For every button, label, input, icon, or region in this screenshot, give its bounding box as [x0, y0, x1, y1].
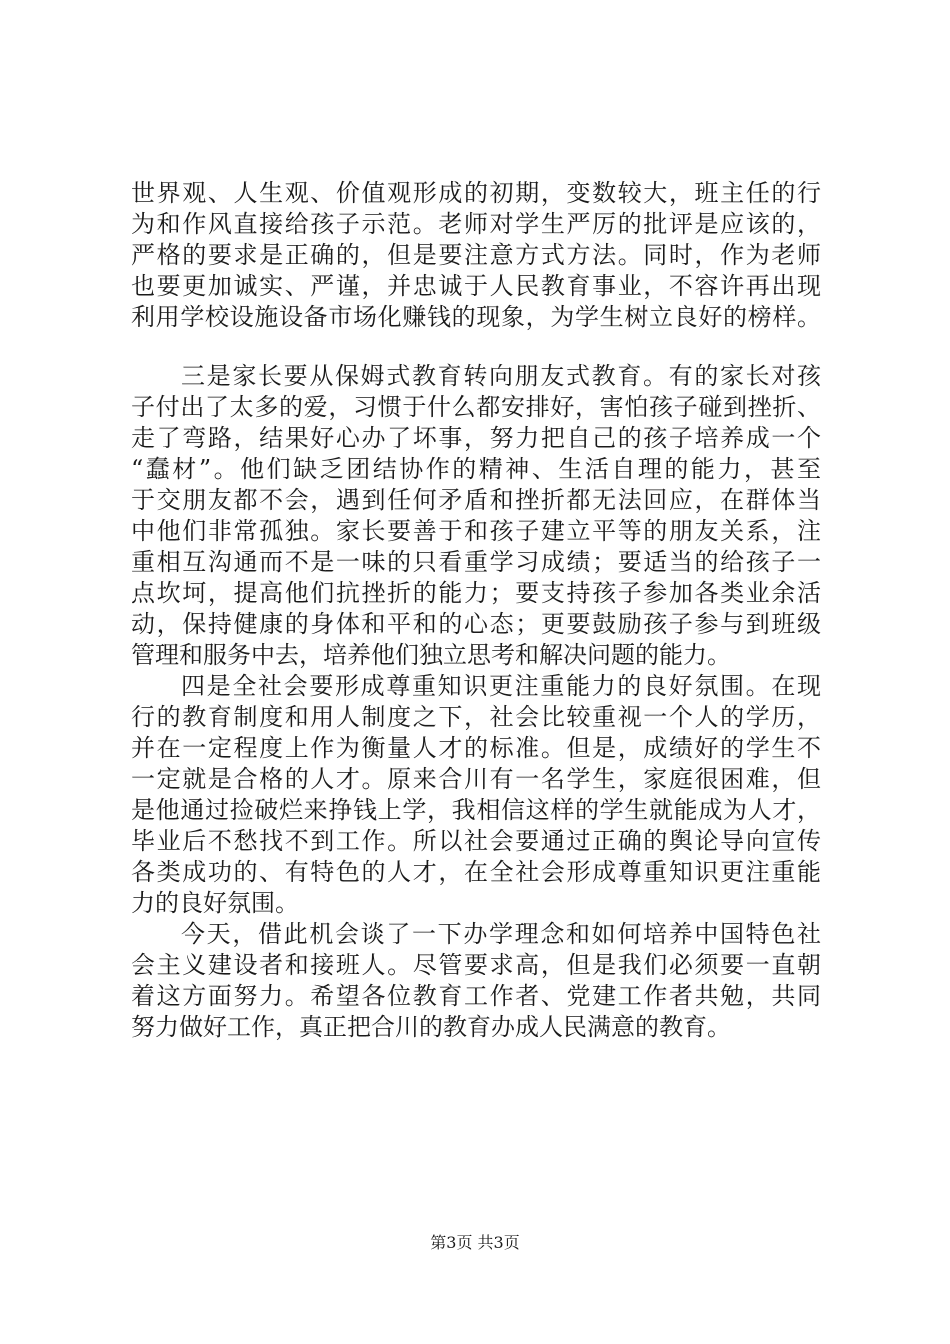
- paragraph-2-line-5: 于交朋友都不会，遇到任何矛盾和挫折都无法回应，在群体当: [131, 486, 821, 514]
- paragraph-1-line-4: 也要更加诚实、严谨，并忠诚于人民教育事业，不容许再出现: [131, 272, 821, 300]
- paragraph-3-line-2: 行的教育制度和用人制度之下，社会比较重视一个人的学历，: [131, 703, 821, 731]
- paragraph-2-line-10: 管理和服务中去，培养他们独立思考和解决问题的能力。: [131, 641, 731, 669]
- paragraph-4-line-4: 努力做好工作，真正把合川的教育办成人民满意的教育。: [131, 1013, 731, 1041]
- paragraph-1-line-2: 为和作风直接给孩子示范。老师对学生严厉的批评是应该的，: [131, 210, 821, 238]
- paragraph-1-line-5: 利用学校设施设备市场化赚钱的现象，为学生树立良好的榜样。: [131, 303, 821, 331]
- paragraph-3-line-8: 力的良好氛围。: [131, 889, 299, 917]
- paragraph-3-line-6: 毕业后不愁找不到工作。所以社会要通过正确的舆论导向宣传: [131, 827, 821, 855]
- paragraph-2-line-7: 重相互沟通而不是一味的只看重学习成绩；要适当的给孩子一: [131, 548, 821, 576]
- paragraph-2-line-2: 子付出了太多的爱，习惯于什么都安排好，害怕孩子碰到挫折、: [131, 393, 821, 421]
- paragraph-2-line-9: 动，保持健康的身体和平和的心态；更要鼓励孩子参与到班级: [131, 610, 821, 638]
- paragraph-3-line-7: 各类成功的、有特色的人才，在全社会形成尊重知识更注重能: [131, 858, 821, 886]
- paragraph-4-line-3: 着这方面努力。希望各位教育工作者、党建工作者共勉，共同: [131, 982, 821, 1010]
- paragraph-2-line-6: 中他们非常孤独。家长要善于和孩子建立平等的朋友关系，注: [131, 517, 821, 545]
- paragraph-4-line-1: 今天，借此机会谈了一下办学理念和如何培养中国特色社: [181, 920, 821, 948]
- paragraph-3-line-1: 四是全社会要形成尊重知识更注重能力的良好氛围。在现: [181, 672, 821, 700]
- page-number-footer: 第3页 共3页: [430, 1233, 520, 1252]
- paragraph-4-line-2: 会主义建设者和接班人。尽管要求高，但是我们必须要一直朝: [131, 951, 821, 979]
- paragraph-1-line-3: 严格的要求是正确的，但是要注意方式方法。同时，作为老师: [131, 241, 821, 269]
- paragraph-2-line-4: “蠢材”。他们缺乏团结协作的精神、生活自理的能力，甚至: [131, 455, 821, 483]
- paragraph-2-line-1: 三是家长要从保姆式教育转向朋友式教育。有的家长对孩: [181, 362, 821, 390]
- paragraph-3-line-5: 是他通过捡破烂来挣钱上学，我相信这样的学生就能成为人才，: [131, 796, 821, 824]
- paragraph-3-line-4: 一定就是合格的人才。原来合川有一名学生，家庭很困难，但: [131, 765, 821, 793]
- paragraph-1-line-1: 世界观、人生观、价值观形成的初期，变数较大，班主任的行: [131, 179, 821, 207]
- paragraph-2-line-8: 点坎坷，提高他们抗挫折的能力；要支持孩子参加各类业余活: [131, 579, 821, 607]
- paragraph-3-line-3: 并在一定程度上作为衡量人才的标准。但是，成绩好的学生不: [131, 734, 821, 762]
- paragraph-2-line-3: 走了弯路，结果好心办了坏事，努力把自己的孩子培养成一个: [131, 424, 821, 452]
